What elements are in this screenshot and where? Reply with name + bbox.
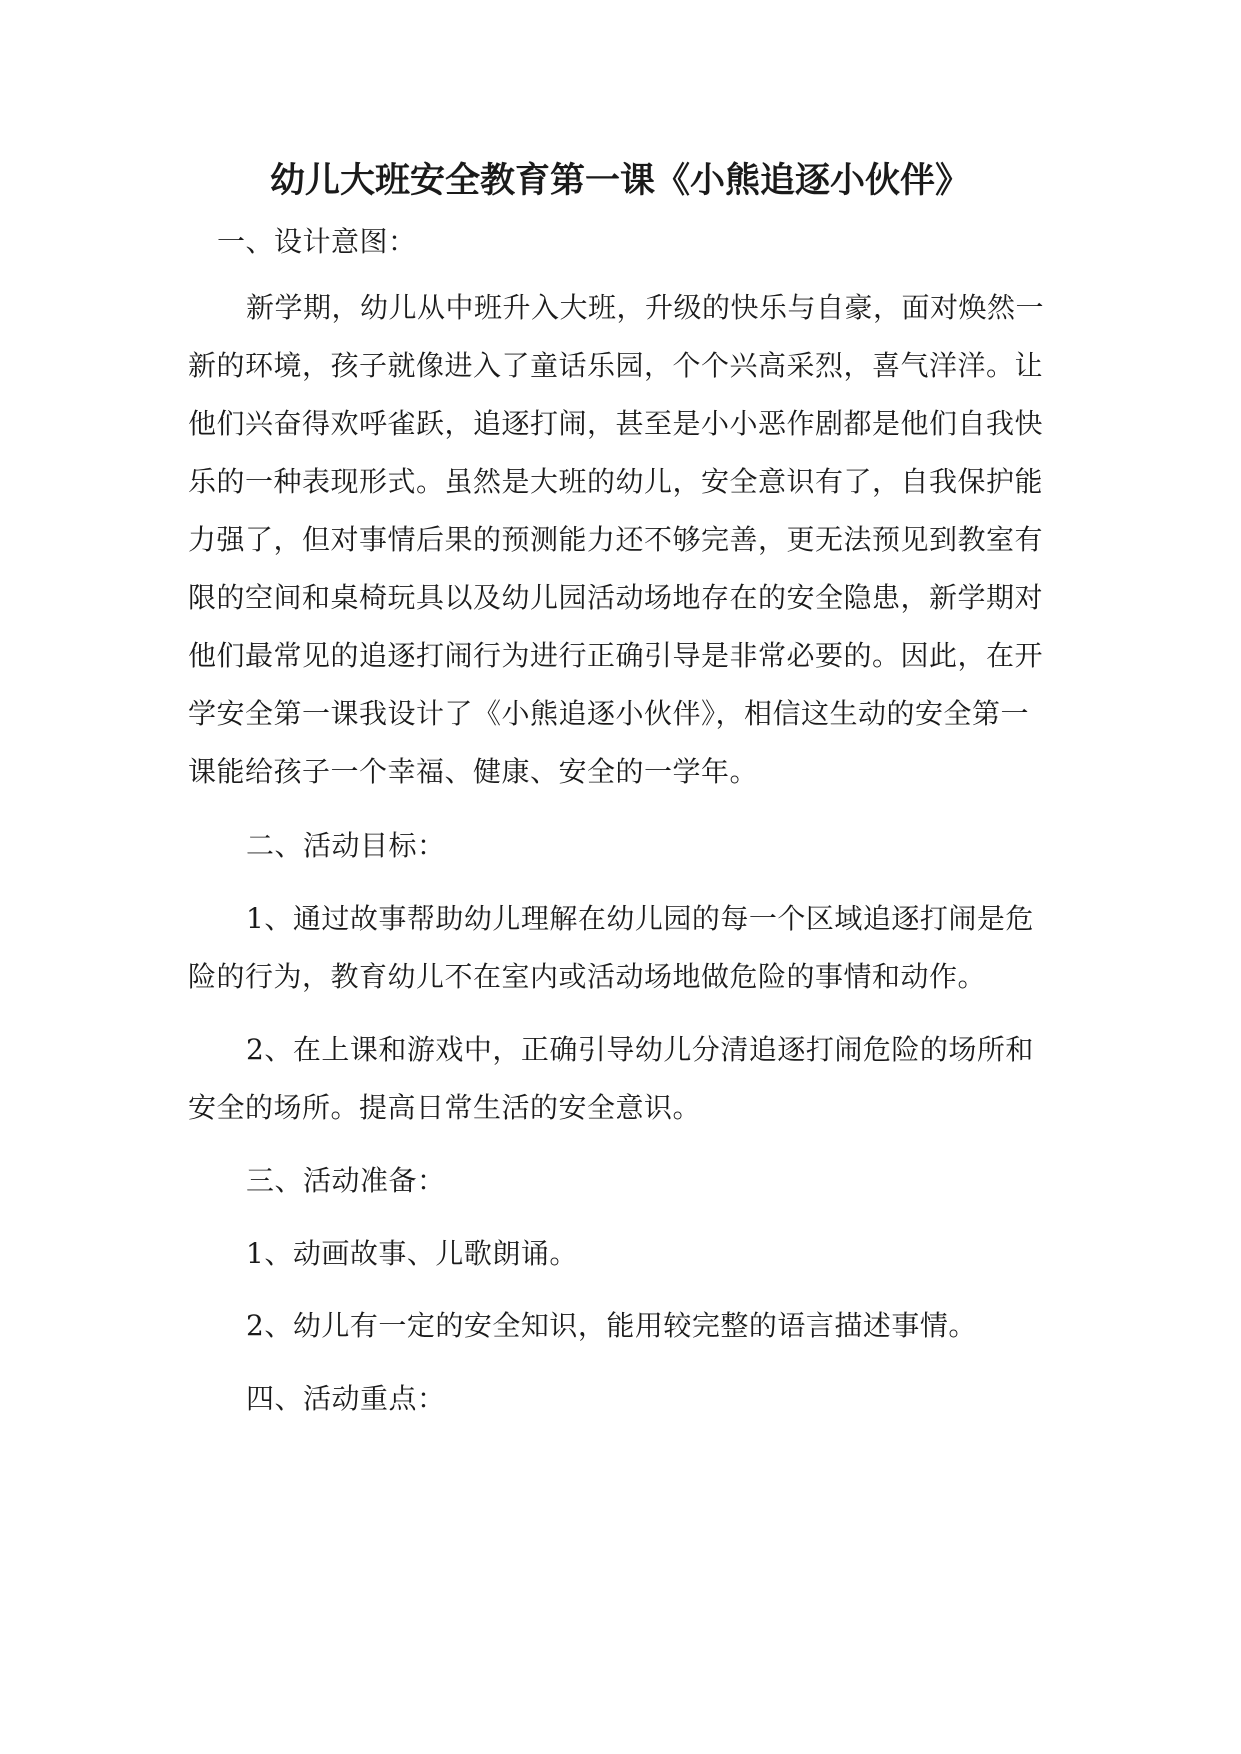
document-title: 幼儿大班安全教育第一课《小熊追逐小伙伴》 — [269, 160, 970, 201]
section-heading-activity-preparation: 三、活动准备： — [246, 1164, 446, 1197]
paragraph-line: 新的环境，孩子就像进入了童话乐园，个个兴高采烈，喜气洋洋。让 — [188, 349, 1044, 382]
paragraph-line: 他们最常见的追逐打闹行为进行正确引导是非常必要的。因此，在开 — [188, 639, 1044, 672]
preparation-item-1: 1、动画故事、儿歌朗诵。 — [246, 1237, 578, 1270]
preparation-item-2: 2、幼儿有一定的安全知识，能用较完整的语言描述事情。 — [246, 1309, 977, 1342]
paragraph-line: 他们兴奋得欢呼雀跃，追逐打闹，甚至是小小恶作剧都是他们自我快 — [188, 407, 1044, 440]
goal-item-1-line: 险的行为，教育幼儿不在室内或活动场地做危险的事情和动作。 — [188, 960, 987, 993]
section-heading-activity-focus: 四、活动重点： — [246, 1382, 446, 1415]
paragraph-line: 新学期，幼儿从中班升入大班，升级的快乐与自豪，面对焕然一 — [246, 291, 1045, 324]
goal-item-2-line: 2、在上课和游戏中，正确引导幼儿分清追逐打闹危险的场所和 — [246, 1033, 1034, 1066]
paragraph-line: 学安全第一课我设计了《小熊追逐小伙伴》，相信这生动的安全第一 — [188, 697, 1030, 730]
paragraph-line: 力强了，但对事情后果的预测能力还不够完善，更无法预见到教室有 — [188, 523, 1044, 556]
goal-item-2-line: 安全的场所。提高日常生活的安全意识。 — [188, 1091, 702, 1124]
paragraph-line: 限的空间和桌椅玩具以及幼儿园活动场地存在的安全隐患，新学期对 — [188, 581, 1044, 614]
paragraph-line: 乐的一种表现形式。虽然是大班的幼儿，安全意识有了，自我保护能 — [188, 465, 1044, 498]
paragraph-line: 课能给孩子一个幸福、健康、安全的一学年。 — [188, 755, 759, 788]
section-heading-activity-goals: 二、活动目标： — [246, 829, 446, 862]
section-heading-design-intent: 一、设计意图： — [217, 225, 417, 258]
goal-item-1-line: 1、通过故事帮助幼儿理解在幼儿园的每一个区域追逐打闹是危 — [246, 902, 1034, 935]
